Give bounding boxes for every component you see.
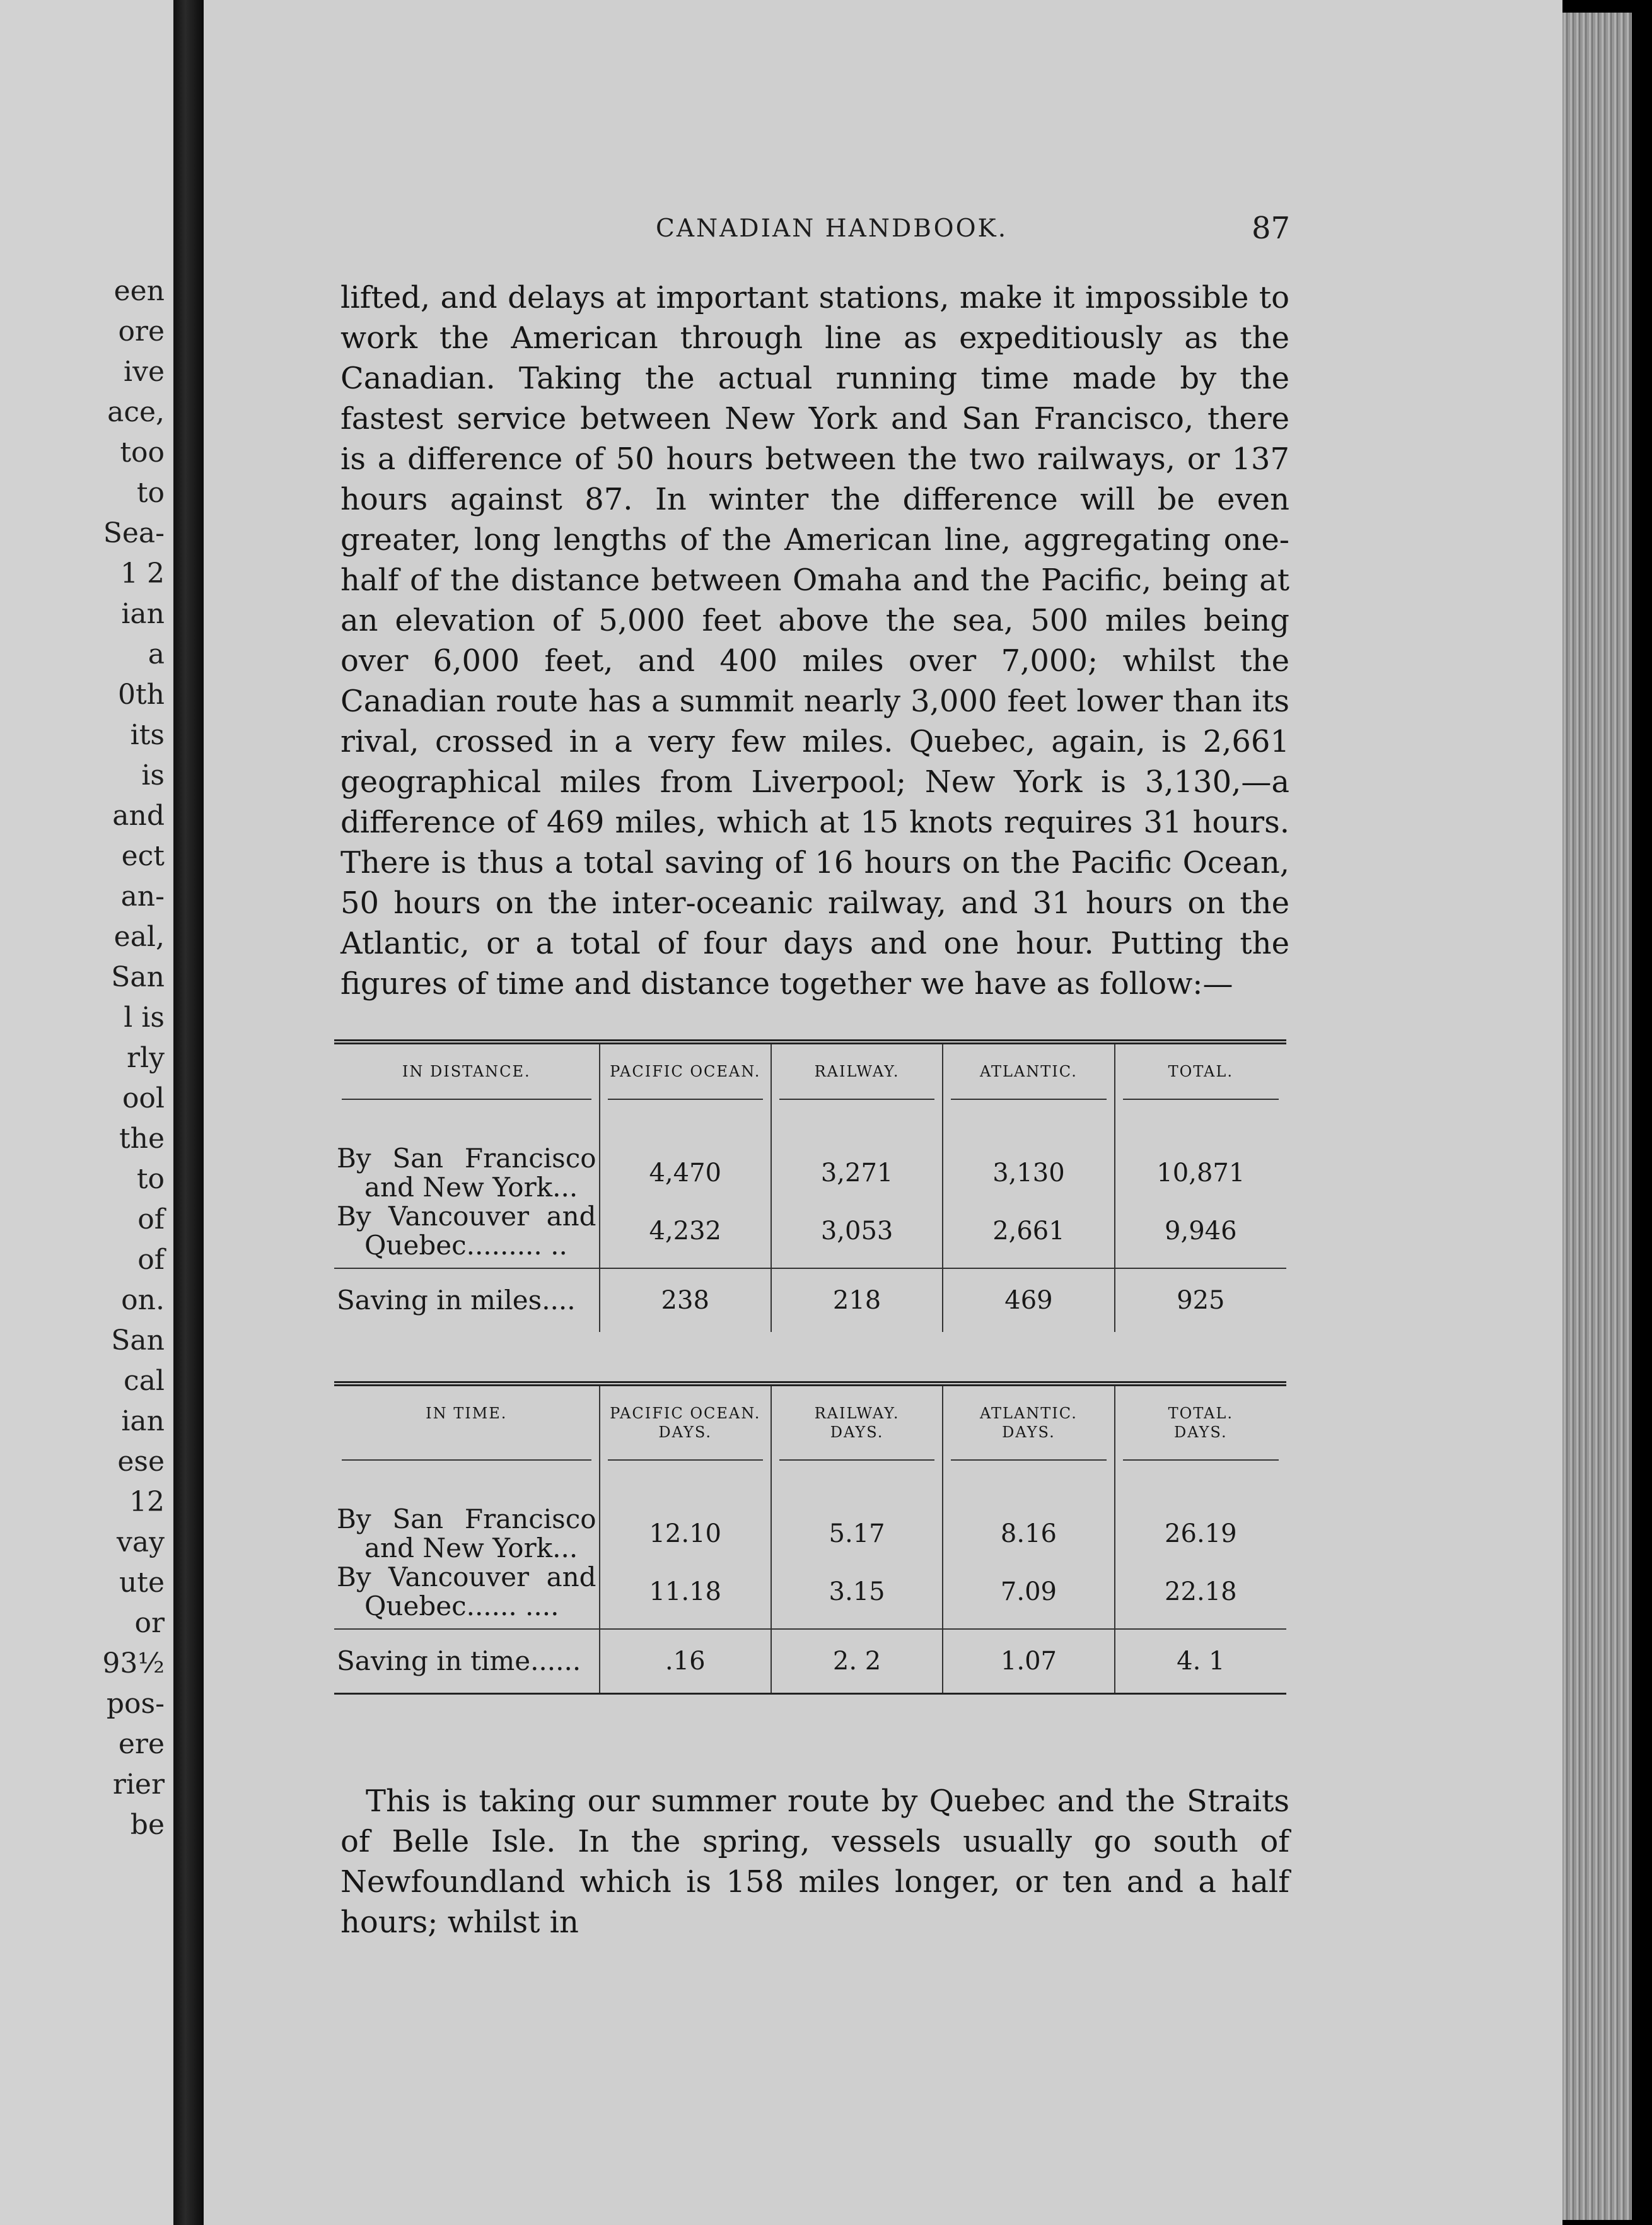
table-header-row — [334, 1384, 1286, 1486]
body-paragraph-2: This is taking our summer route by Quebec and the Straits of Belle Isle. In the spring, vessels usually go south of Newfoundland which is 158 miles longer, or ten and a half hours; whilst in — [340, 1784, 1289, 1940]
left-page-line-fragment: cal — [124, 1365, 165, 1397]
railway-values: 5.17 3.15 — [771, 1486, 943, 1629]
column-header: ATLANTIC. DAYS. — [943, 1384, 1114, 1486]
table-cell: 4. 1 — [1177, 1647, 1225, 1676]
left-page-line-fragment: is — [141, 759, 165, 791]
table-cell: 925 — [1177, 1286, 1225, 1315]
left-page-line-fragment: rier — [112, 1768, 165, 1801]
left-page-line-fragment: the — [119, 1123, 165, 1155]
column-header: RAILWAY. DAYS. — [771, 1384, 943, 1486]
left-page-line-fragment: 1 2 — [120, 558, 165, 590]
saving-label: Saving in miles.... — [334, 1268, 600, 1332]
left-page-line-fragment: of — [137, 1203, 165, 1235]
book-gutter — [173, 0, 204, 2225]
left-page-line-fragment: too — [120, 436, 165, 469]
total-values: 10,871 9,946 — [1156, 1159, 1245, 1246]
left-page-line-fragment: ute — [119, 1567, 165, 1599]
left-page-line-fragment: ese — [117, 1445, 165, 1478]
column-header: ATLANTIC. — [943, 1042, 1114, 1125]
left-page-line-fragment: 0th — [117, 679, 165, 711]
left-page-line-fragment: een — [113, 275, 165, 307]
left-page-line-fragment: 93½ — [102, 1647, 165, 1679]
column-header: IN TIME. — [334, 1384, 600, 1486]
left-page-line-fragment: be — [130, 1809, 165, 1841]
atlantic-values: 3,130 2,661 — [943, 1125, 1114, 1268]
left-page-line-fragment: eal, — [113, 921, 165, 953]
page-edges — [1562, 13, 1632, 2220]
pacific-values: 12.10 11.18 — [600, 1486, 771, 1629]
column-header: PACIFIC OCEAN. DAYS. — [600, 1384, 771, 1486]
left-page-line-fragment: ive — [124, 356, 165, 388]
left-page-line-fragment: ian — [121, 1405, 165, 1437]
left-page-line-fragment: a — [148, 638, 165, 670]
left-page-line-fragment: an- — [120, 880, 165, 913]
left-page-line-fragment: on. — [121, 1284, 165, 1316]
column-header: TOTAL. DAYS. — [1115, 1384, 1286, 1486]
left-page-line-fragment: pos- — [106, 1688, 165, 1720]
table-cell: .16 — [600, 1629, 771, 1694]
left-page-line-fragment: to — [136, 1163, 165, 1195]
left-page-line-fragment: vay — [117, 1526, 165, 1558]
left-page-line-fragment: or — [134, 1607, 165, 1639]
left-page-line-fragment: ian — [121, 598, 165, 630]
table-cell: 2. 2 — [771, 1629, 943, 1694]
left-page-line-fragment: 12 — [129, 1486, 165, 1518]
left-page-fragment — [0, 0, 173, 2225]
railway-values: 3,271 3,053 — [771, 1125, 943, 1268]
column-header: RAILWAY. — [771, 1042, 943, 1125]
saving-label: Saving in time...... — [334, 1629, 600, 1694]
left-page-line-fragment: ace, — [107, 396, 165, 428]
left-page-line-fragment: of — [137, 1244, 165, 1276]
body-paragraph-1: lifted, and delays at important stations, make it impossible to work the American through line as expeditiously as the Canadian. Taking the actual running time made by the fastest service between New York and San Francisco, there is a difference of 50 hours between the two railways, or 137 hours against 87. In winter the difference will be even greater, long lengths of the American line, aggregating one-half of the distance between Omaha and the Pacific, being at an elevation of 5,000 feet above the sea, 500 miles being over 6,000 feet, and 400 miles over 7,000; whilst the Canadian route has a summit nearly 3,000 feet lower than its rival, crossed in a very few miles. Quebec, again, is 2,661 geographical miles from Liverpool; New York is 3,130,—a difference of 469 miles, which at 15 knots requires 31 hours. There is thus a total saving of 16 hours on the Pacific Ocean, 50 hours on the inter-oceanic railway, and 31 hours on the Atlantic, or a total of four days and one hour. Putting the figures of time and distance together we have as follow:— — [340, 280, 1289, 1002]
left-page-line-fragment: and — [112, 800, 165, 832]
left-page-line-fragment: ore — [118, 315, 165, 347]
saving-row — [334, 1629, 1286, 1694]
left-page-line-fragment: San — [111, 1324, 165, 1357]
left-page-line-fragment: ect — [121, 840, 165, 872]
pacific-values: 4,470 4,232 — [600, 1125, 771, 1268]
left-page-line-fragment: l is — [124, 1002, 165, 1034]
page-number: 87 — [1252, 211, 1291, 246]
left-page-line-fragment: San — [111, 961, 165, 993]
table-cell: 1.07 — [943, 1629, 1114, 1694]
table-row — [334, 1125, 1286, 1268]
table-cell: 218 — [771, 1268, 943, 1332]
left-page-line-fragment: its — [130, 719, 165, 751]
left-page-line-fragment: rly — [127, 1042, 165, 1074]
column-header: TOTAL. — [1115, 1042, 1286, 1125]
left-page-line-fragment: to — [136, 477, 165, 509]
running-header: CANADIAN HANDBOOK. — [656, 214, 1008, 243]
route-labels: By San Francisco and New York... By Vancouver and Quebec......... .. — [334, 1125, 600, 1268]
saving-row — [334, 1268, 1286, 1332]
distance-table — [334, 1039, 1286, 1332]
left-page-line-fragment: ere — [118, 1728, 165, 1760]
atlantic-values: 8.16 7.09 — [943, 1486, 1114, 1629]
table-row — [334, 1486, 1286, 1629]
table-cell: 238 — [600, 1268, 771, 1332]
column-header: PACIFIC OCEAN. — [600, 1042, 771, 1125]
column-header: IN DISTANCE. — [334, 1042, 600, 1125]
left-page-line-fragment: ool — [122, 1082, 165, 1114]
table-cell: 469 — [943, 1268, 1114, 1332]
time-table — [334, 1381, 1286, 1695]
left-page-line-fragment: Sea- — [103, 517, 165, 549]
total-values: 26.19 22.18 — [1165, 1519, 1237, 1606]
route-labels: By San Francisco and New York... By Vancouver and Quebec...... .... — [334, 1486, 600, 1629]
table-header-row — [334, 1042, 1286, 1125]
